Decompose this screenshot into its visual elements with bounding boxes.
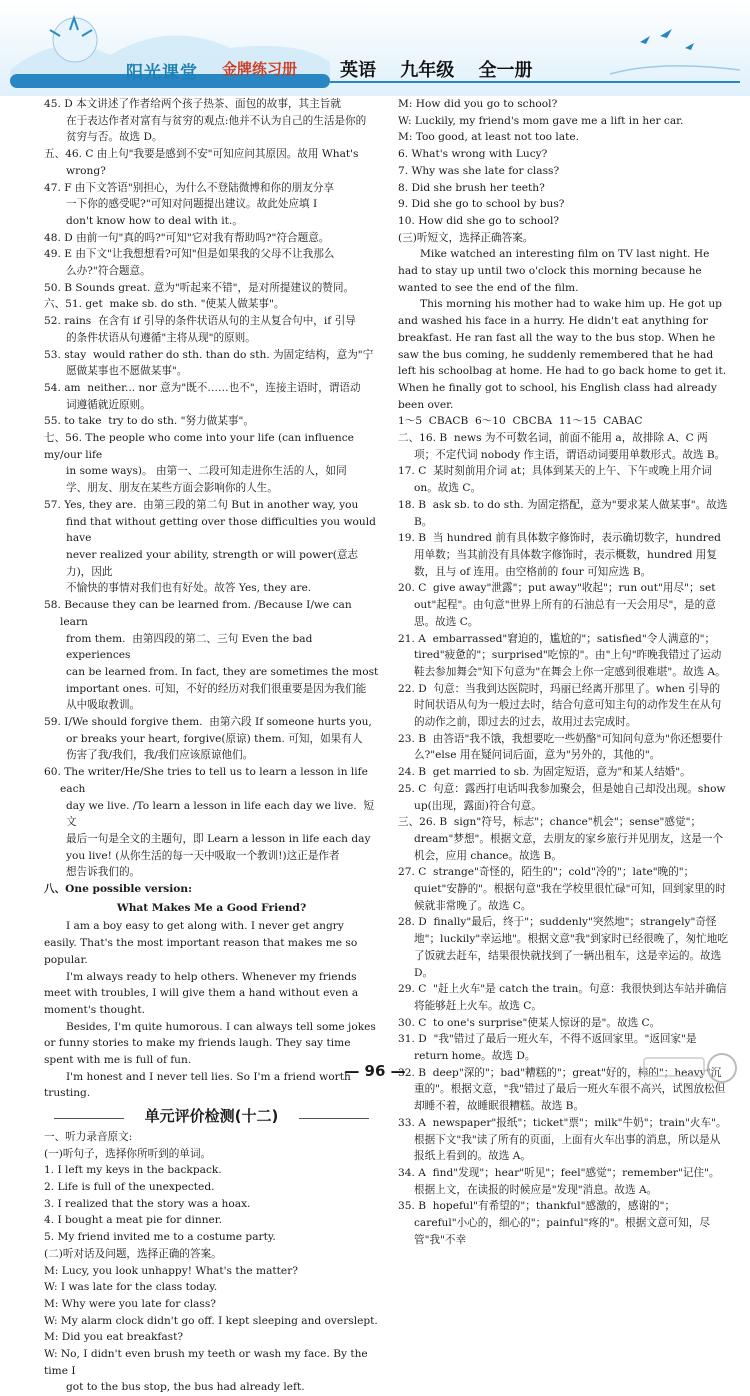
text-line: 的条件状语从句遵循"主将从现"的原则。 bbox=[66, 331, 256, 344]
text-line: day we live. /To learn a lesson in life each day we live. 短文 bbox=[66, 799, 374, 829]
text-line: W: I was late for the class today. bbox=[44, 1281, 218, 1294]
text-line: This morning his mother had to wake him up. He got up and washed his face in a hurry. He didn't eat anything for breakfast. He ran fast all the way to the bus stop. When he saw the bus coming, he suddenly remembered that he had left his schoolbag at home. He had to go back home to get it. When he finally got to school, his English class had already been over. bbox=[398, 298, 730, 411]
left-column bbox=[44, 96, 379, 1396]
text-line: 5. My friend invited me to a costume party. bbox=[44, 1231, 276, 1244]
text-line: 28. D finally"最后，终于"；suddenly"突然地"；strangely"奇怪地"；luckily"幸运地"。根据文意"我"到家时已经很晚了，匆忙地吃了饭就去赶车，结果很快就找到了一辆出租车，这是幸运的。故选 D。 bbox=[398, 916, 728, 979]
text-line: M: How did you go to school? bbox=[398, 98, 558, 110]
text-line: 词遵循就近原则。 bbox=[66, 398, 151, 411]
text-line: 32. B deep"深的"；bad"糟糕的"；great"好的，棒的"；heavy"沉重的"。根据文意，"我"错过了最后一班火车很不高兴，试图放松但却睡不着，故睡眠很糟糕。故选 B。 bbox=[398, 1066, 726, 1113]
text-line: M: Too good, at least not too late. bbox=[398, 131, 579, 144]
text-line: 35. B hopeful"有希望的"；thankful"感激的，感谢的"；careful"小心的，细心的"；painful"疼的"。根据文意可知，尽管"我"不幸 bbox=[398, 1200, 710, 1246]
text-line: 8. Did she brush her teeth? bbox=[398, 181, 545, 194]
text-line: 50. B Sounds great. 意为"听起来不错"，是对所提建议的赞同。 bbox=[44, 281, 355, 294]
text-line: W: No, I didn't even brush my teeth or wash my face. By the time I bbox=[44, 1348, 372, 1377]
watermark-logo bbox=[640, 1050, 740, 1090]
text-line: 7. Why was she late for class? bbox=[398, 164, 560, 177]
text-line: 3. I realized that the story was a hoax. bbox=[44, 1197, 251, 1210]
text-line: 17. C 某时刻前用介词 at；具体到某天的上午、下午或晚上用介词 on。故选 C。 bbox=[398, 465, 716, 495]
text-line: 25. C 句意：露西打电话叫我参加聚会，但是她自己却没出现。show up(出现，露面)符合句意。 bbox=[398, 782, 729, 812]
listening-script bbox=[44, 1129, 379, 1396]
essay-paragraph: I'm always ready to help others. Whenever my friends meet with troubles, I will give them a hand without even a moment's thought. bbox=[44, 970, 359, 1016]
text-line: 19. B 当 hundred 前有具体数字修饰时，表示确切数字，hundred 用单数；当其前没有具体数字修饰时，表示概数，hundred 用复数，且与 of 连用。由空格前的 four 可知应选 B。 bbox=[398, 532, 725, 578]
text-line: 二、16. B news 为不可数名词，前面不能用 a，故排除 A、C 两项；不定代词 nobody 作主语，谓语动词要用单数形式。故选 B。 bbox=[398, 432, 726, 461]
book-title: 英语 九年级 全一册 bbox=[340, 60, 533, 81]
text-line: don't know how to deal with it.。 bbox=[66, 214, 243, 227]
text-line: 六、51. get make sb. do sth. "使某人做某事"。 bbox=[44, 298, 285, 311]
text-line: 1～5 CBACB 6～10 CBCBA 11～15 CABAC bbox=[398, 415, 643, 428]
text-line: 三、26. B sign"符号，标志"；chance"机会"；sense"感觉"；dream"梦想"。根据文意，去朋友的家乡旅行并见朋友，这是一个机会，应用 chance。故选 B。 bbox=[398, 816, 724, 862]
text-line: 9. Did she go to school by bus? bbox=[398, 198, 565, 211]
text-line: 34. A find"发现"；hear"听见"；feel"感觉"；remember"记住"。根据上文，在读报的时候应是"发现"消息。故选 A。 bbox=[398, 1167, 720, 1196]
text-line: 33. A newspaper"报纸"；ticket"票"；milk"牛奶"；train"火车"。根据下文"我"读了所有的页面，上面有火车出事的消息，所以是从报纸上看到的。故选 A。 bbox=[398, 1116, 727, 1163]
text-line: never realized your ability, strength or will power(意志力)，因此 bbox=[66, 548, 359, 578]
text-line: 2. Life is full of the unexpected. bbox=[44, 1181, 215, 1193]
text-line: find that without getting over those difficulties you would have bbox=[66, 515, 380, 545]
text-line: (二)听对话及问题，选择正确的答案。 bbox=[44, 1247, 222, 1260]
text-line: 一、听力录音原文: bbox=[44, 1130, 133, 1143]
text-line: 么办?"符合题意。 bbox=[66, 265, 151, 278]
text-line: got to the bus stop, the bus had already left. bbox=[66, 1381, 305, 1394]
text-line: 57. Yes, they are. 由第三段的第二句 But in another way, you bbox=[44, 498, 359, 511]
page-number: — 96 — bbox=[344, 1062, 406, 1080]
text-line: W: Luckily, my friend's mom gave me a lift in her car. bbox=[398, 114, 684, 127]
text-line: 1. I left my keys in the backpack. bbox=[44, 1164, 222, 1177]
text-line: 想告诉我们的。 bbox=[66, 866, 141, 879]
text-line: 45. D 本文讲述了作者给两个孩子热茶、面包的故事，其主旨就 bbox=[44, 98, 341, 110]
essay-paragraph: Besides, I'm quite humorous. I can always tell some jokes or funny stories to make my friends laugh. They say time spent with me is full of fun. bbox=[44, 1020, 376, 1067]
essay-title: What Makes Me a Good Friend? bbox=[116, 901, 307, 914]
text-line: 最后一句是全文的主题句，即 Learn a lesson in life each day bbox=[66, 832, 371, 845]
text-line: 30. C to one's surprise"使某人惊讶的是"。故选 C。 bbox=[398, 1016, 661, 1029]
essay-paragraph: I am a boy easy to get along with. I never get angry easily. That's the most important reason that makes me so popular. bbox=[44, 920, 358, 966]
text-line: can be learned from. In fact, they are sometimes the most bbox=[66, 665, 379, 678]
text-line: 60. The writer/He/She tries to tell us to learn a lesson in life each bbox=[44, 766, 372, 795]
text-line: 22. D 句意：当我到达医院时，玛丽已经离开那里了。when 引导的时间状语从句为一般过去时，结合句意可知主句的动作发生在从句的动作之前，即过去的过去，故用过去完成时。 bbox=[398, 682, 722, 729]
text-line: 20. C give away"泄露"；put away"收起"；run out"用尽"；set out"起程"。由句意"世界上所有的石油总有一天会用尽"，是的意思。故选 C。 bbox=[398, 582, 719, 628]
text-line: M: Lucy, you look unhappy! What's the matter? bbox=[44, 1264, 298, 1277]
text-line: 从中吸取教训。 bbox=[66, 699, 141, 712]
text-line: 愿做某事也不愿做某事"。 bbox=[66, 365, 188, 378]
answer-list-left bbox=[44, 96, 379, 881]
text-line: 在于表达作者对富有与贫穷的观点:他并不认为自己的生活是你的 bbox=[66, 114, 367, 127]
section-title: 单元评价检测(十二) bbox=[44, 1108, 379, 1125]
text-line: (三)听短文，选择正确答案。 bbox=[398, 231, 534, 244]
text-line: 一下你的感受呢?"可知对问题提出建议。故此处应填 I bbox=[66, 198, 318, 211]
text-line: 47. F 由下文答语"别担心，为什么不登陆微博和你的朋友分享 bbox=[44, 181, 335, 194]
brand-name: 阳光课堂 bbox=[126, 63, 198, 83]
text-line: 6. What's wrong with Lucy? bbox=[398, 148, 548, 161]
text-line: 59. I/We should forgive them. 由第六段 If someone hurts you, bbox=[44, 716, 372, 729]
text-line: 10. How did she go to school? bbox=[398, 214, 560, 227]
text-line: wrong? bbox=[66, 164, 106, 177]
text-line: 48. D 由前一句"真的吗?"可知"它对我有帮助吗?"符合题意。 bbox=[44, 231, 330, 244]
essay-paragraph: I'm honest and I never tell lies. So I'm a friend worth trusting. bbox=[44, 1070, 351, 1100]
text-line: (一)听句子，选择你所听到的单词。 bbox=[44, 1147, 212, 1160]
text-line: 24. B get married to sb. 为固定短语，意为"和某人结婚"。 bbox=[398, 766, 691, 779]
text-line: M: Did you eat breakfast? bbox=[44, 1331, 184, 1344]
text-line: 31. D "我"错过了最后一班火车，不得不返回家里。"返回家"是 return home。故选 D。 bbox=[398, 1033, 700, 1063]
text-line: 53. stay would rather do sth. than do sth. 为固定结构，意为"宁 bbox=[44, 348, 374, 361]
text-line: 七、56. The people who come into your life (can influence my/our life bbox=[44, 432, 358, 461]
text-line: W: My alarm clock didn't go off. I kept sleeping and overslept. bbox=[44, 1314, 378, 1327]
page-header bbox=[0, 0, 750, 96]
text-line: 27. C strange"奇怪的，陌生的"；cold"冷的"；late"晚的"；quiet"安静的"。根据句意"我在学校里很忙碌"可知，回到家里的时候就非常晚了。故选 C。 bbox=[398, 866, 726, 912]
text-line: or breaks your heart, forgive(原谅) them. 可知，如果有人 bbox=[66, 732, 363, 745]
text-line: 18. B ask sb. to do sth. 为固定搭配，意为"要求某人做某事"。故选 B。 bbox=[398, 498, 731, 528]
text-line: 学、朋友、朋友在某些方面会影响你的人生。 bbox=[66, 482, 278, 495]
text-line: 58. Because they can be learned from. /Because I/we can learn bbox=[44, 599, 356, 628]
text-line: 伤害了我/我们，我/我们应该原谅他们。 bbox=[66, 749, 254, 762]
text-line: Mike watched an interesting film on TV last night. He had to stay up until two o'clock this morning because he wanted to see the end of the film. bbox=[398, 248, 713, 294]
text-line: 49. E 由下文"让我想想看?可知"但是如果我的父母不让我那么 bbox=[44, 248, 335, 261]
text-line: 52. rains 在含有 if 引导的条件状语从句的主从复合句中，if 引导 bbox=[44, 315, 356, 328]
text-line: 贫穷与否。故选 D。 bbox=[66, 131, 163, 144]
text-line: 21. A embarrassed"窘迫的，尴尬的"；satisfied"令人满意的"；tired"疲惫的"；surprised"吃惊的"。由"上句"昨晚我错过了运动鞋去参加舞会"知下句意为"在舞会上你一定感到很难堪"。故选 A。 bbox=[398, 632, 726, 678]
essay-label: 八、One possible version: bbox=[44, 883, 192, 896]
text-line: 23. B 由答语"我不饿，我想要吃一些奶酪"可知问句意为"你还想要什么?"else 用在疑问词后面，意为"另外的，其他的"。 bbox=[398, 732, 723, 762]
text-line: from them. 由第四段的第二、三句 Even the bad experiences bbox=[66, 632, 316, 662]
text-line: 不愉快的事情对我们也有好处。故答 Yes, they are. bbox=[66, 582, 312, 595]
text-line: 54. am neither... nor 意为"既不……也不"，连接主语时，谓语动 bbox=[44, 381, 361, 394]
brand-subtitle: 金牌练习册 bbox=[222, 60, 298, 78]
text-line: important ones. 可知，不好的经历对我们很重要是因为我们能 bbox=[66, 682, 367, 695]
text-line: 29. C "赶上火车"是 catch the train。句意：我很快到达车站并确信将能够赶上火车。故选 C。 bbox=[398, 983, 727, 1012]
text-line: 五、46. C 由上句"我要是感到不安"可知应问其原因。故用 What's bbox=[44, 148, 359, 161]
text-line: you live! (从你生活的每一天中吸取一个教训!)这正是作者 bbox=[66, 849, 340, 862]
text-line: in some ways)。 由第一、二段可知走进你生活的人，如同 bbox=[66, 465, 347, 478]
text-line: 4. I bought a meat pie for dinner. bbox=[44, 1214, 223, 1227]
text-line: M: Why were you late for class? bbox=[44, 1297, 216, 1310]
text-line: 55. to take try to do sth. "努力做某事"。 bbox=[44, 415, 254, 428]
